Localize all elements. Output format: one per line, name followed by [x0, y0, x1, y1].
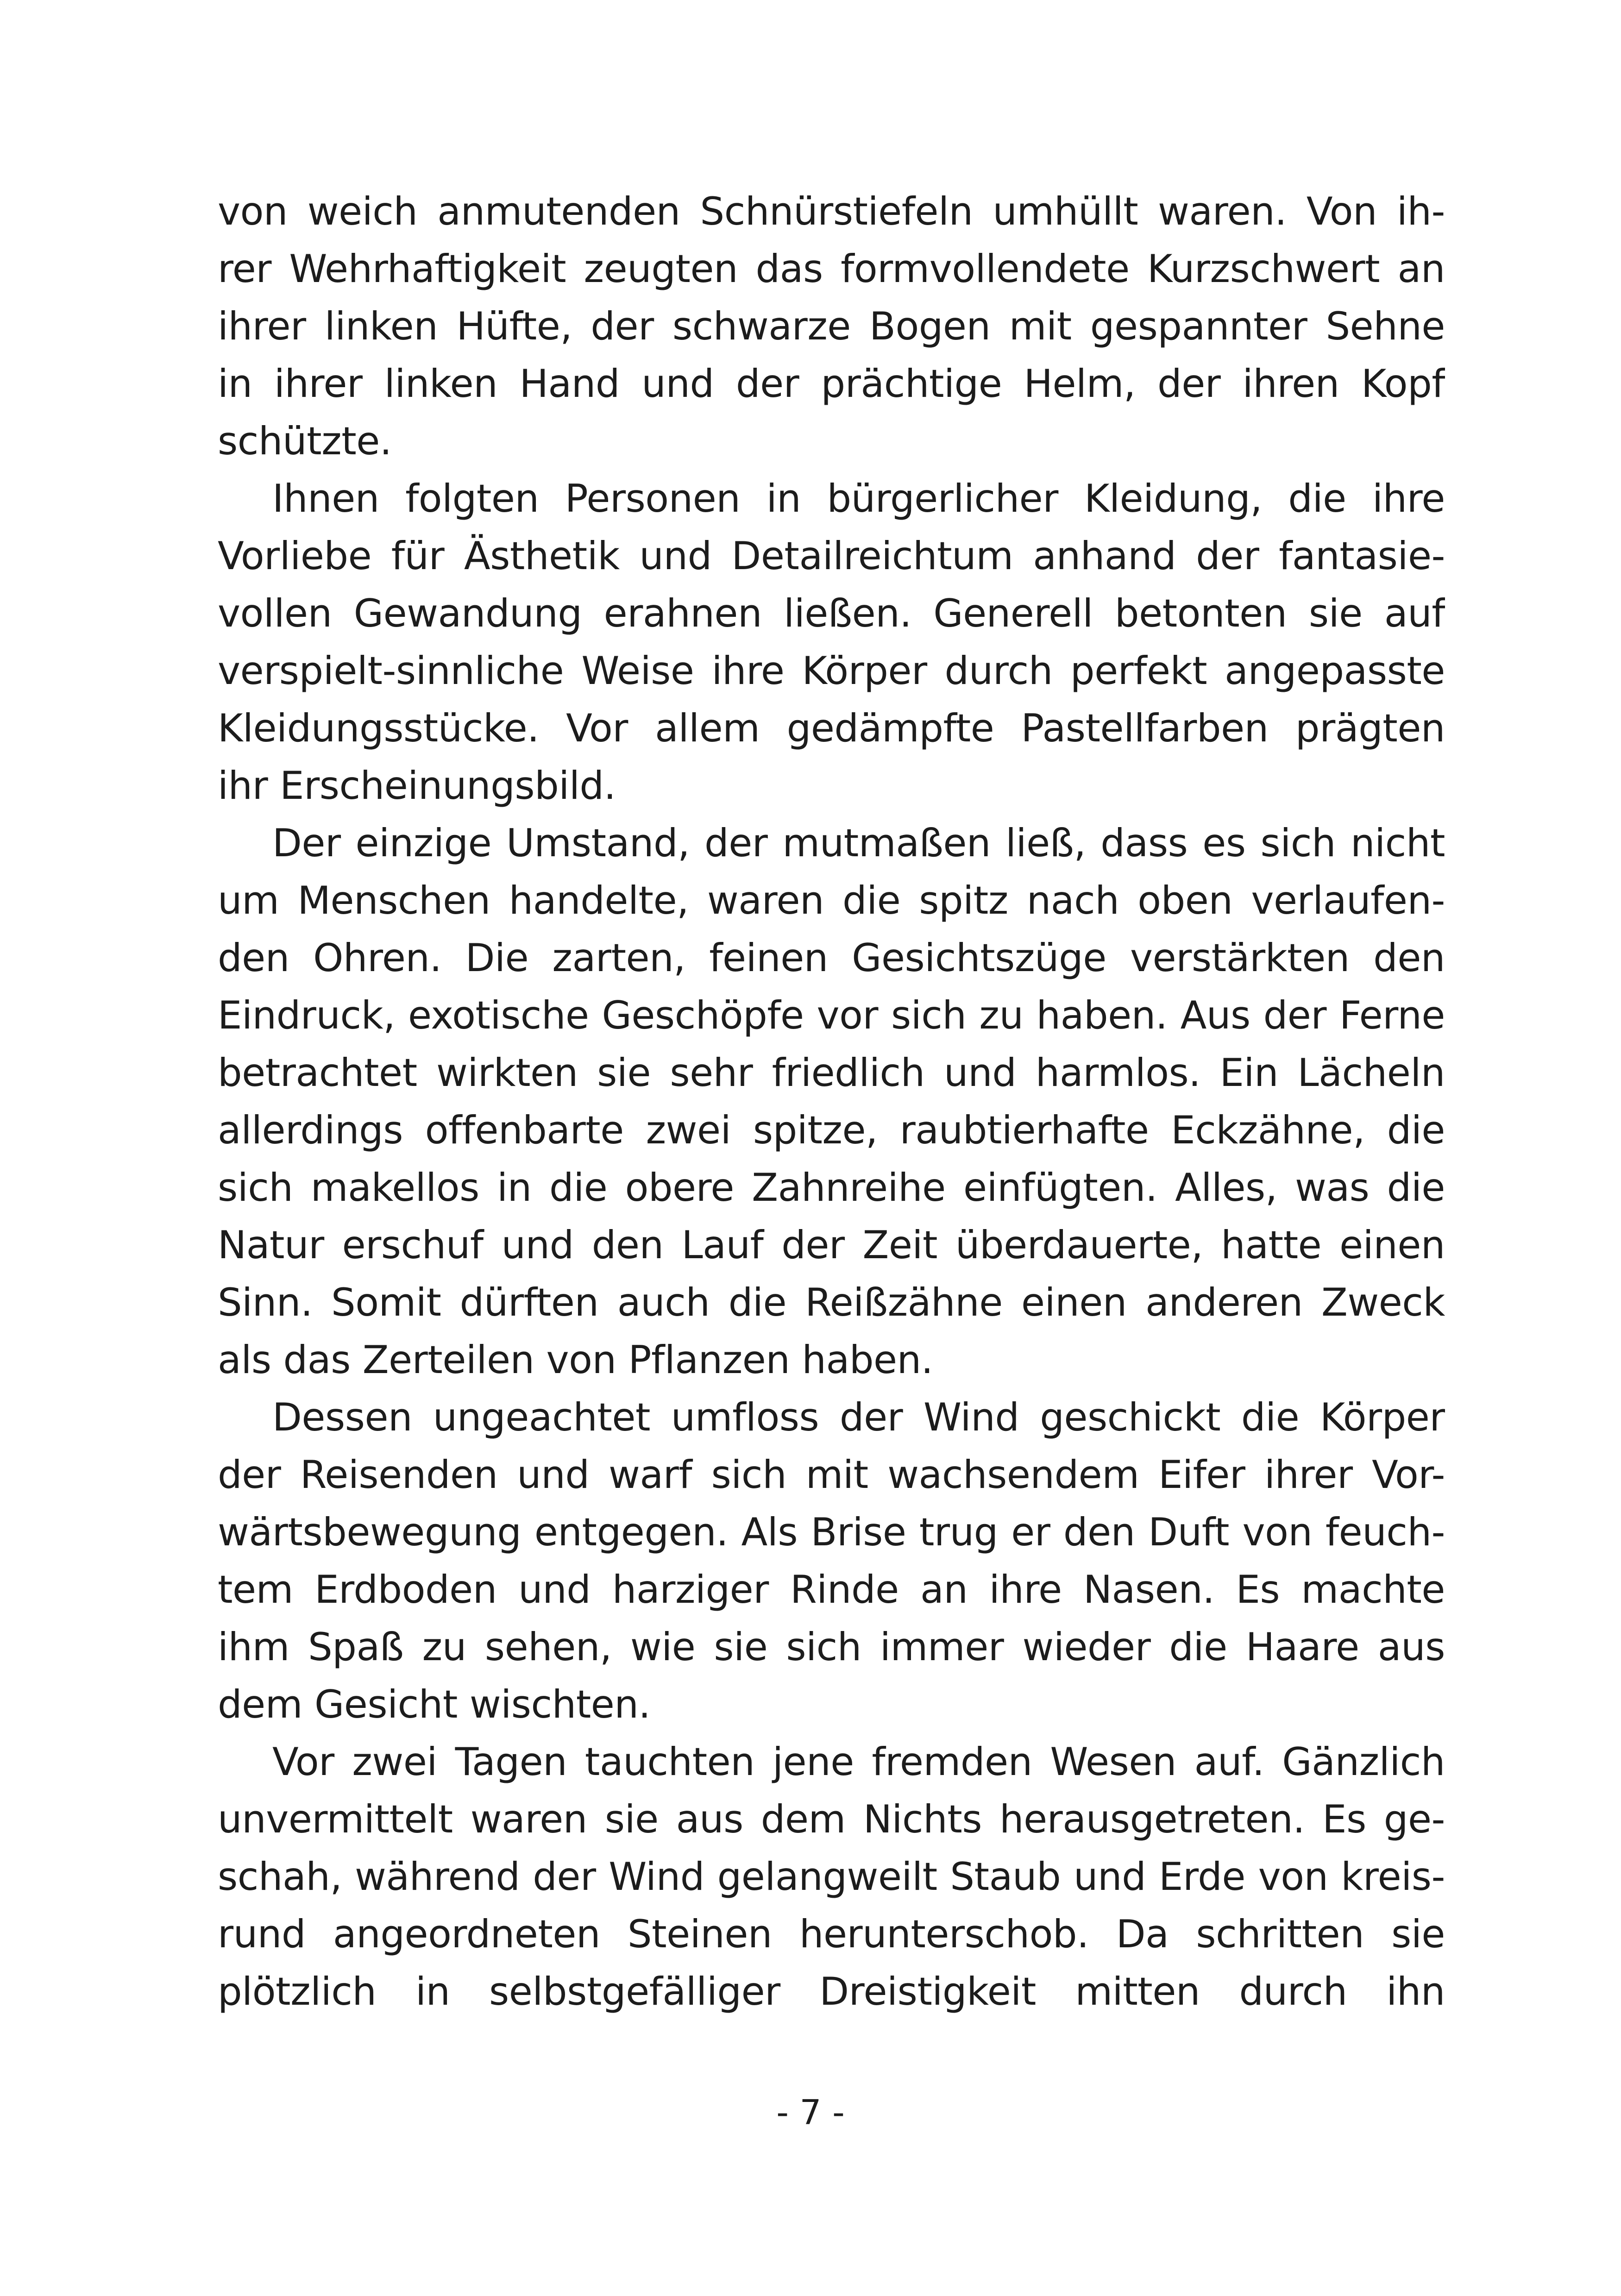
text-line: Natur erschuf und den Lauf der Zeit überdauerte, hatte einen: [218, 1223, 1445, 1267]
text-line: allerdings offenbarte zwei spitze, raubtierhafte Eckzähne, die: [218, 1108, 1445, 1153]
text-line: um Menschen handelte, waren die spitz nach oben verlaufen-: [218, 878, 1445, 923]
text-line: schah, während der Wind gelangweilt Staub und Erde von kreis-: [218, 1854, 1445, 1899]
text-line: rer Wehrhaftigkeit zeugten das formvollendete Kurzschwert an: [218, 246, 1445, 291]
page-number: - 7 -: [776, 2093, 845, 2133]
text-line: sich makellos in die obere Zahnreihe einfügten. Alles, was die: [218, 1165, 1445, 1210]
text-line: dem Gesicht wischten.: [218, 1682, 651, 1727]
text-line: rund angeordneten Steinen herunterschob. Da schritten sie: [218, 1912, 1445, 1957]
paragraph-first-line: Der einzige Umstand, der mutmaßen ließ, dass es sich nicht: [272, 821, 1445, 866]
text-line: plötzlich in selbstgefälliger Dreistigkeit mitten durch ihn: [218, 1969, 1445, 2014]
text-line: ihrer linken Hüfte, der schwarze Bogen mit gespannter Sehne: [218, 304, 1445, 349]
text-line: von weich anmutenden Schnürstiefeln umhüllt waren. Von ih-: [218, 189, 1445, 234]
paragraph-first-line: Ihnen folgten Personen in bürgerlicher Kleidung, die ihre: [272, 476, 1445, 521]
text-line: Vorliebe für Ästhetik und Detailreichtum anhand der fantasie-: [218, 533, 1445, 578]
text-line: wärtsbewegung entgegen. Als Brise trug er den Duft von feuch-: [218, 1510, 1445, 1555]
text-line: schützte.: [218, 419, 392, 464]
text-line: als das Zerteilen von Pflanzen haben.: [218, 1337, 933, 1382]
text-line: Eindruck, exotische Geschöpfe vor sich zu haben. Aus der Ferne: [218, 993, 1445, 1038]
text-line: tem Erdboden und harziger Rinde an ihre Nasen. Es machte: [218, 1567, 1445, 1612]
text-line: betrachtet wirkten sie sehr friedlich und harmlos. Ein Lächeln: [218, 1050, 1445, 1095]
text-line: Sinn. Somit dürften auch die Reißzähne einen anderen Zweck: [218, 1280, 1445, 1325]
body-text: [218, 183, 1445, 2020]
text-line: unvermittelt waren sie aus dem Nichts herausgetreten. Es ge-: [218, 1797, 1445, 1842]
text-line: verspielt-sinnliche Weise ihre Körper durch perfekt angepasste: [218, 648, 1445, 693]
text-line: vollen Gewandung erahnen ließen. Generell betonten sie auf: [218, 591, 1445, 636]
text-line: Kleidungsstücke. Vor allem gedämpfte Pastellfarben prägten: [218, 706, 1445, 751]
paragraph-first-line: Dessen ungeachtet umfloss der Wind geschickt die Körper: [272, 1395, 1445, 1440]
text-line: ihm Spaß zu sehen, wie sie sich immer wieder die Haare aus: [218, 1625, 1445, 1669]
paragraph-first-line: Vor zwei Tagen tauchten jene fremden Wesen auf. Gänzlich: [272, 1739, 1445, 1784]
text-line: der Reisenden und warf sich mit wachsendem Eifer ihrer Vor-: [218, 1452, 1445, 1497]
text-line: in ihrer linken Hand und der prächtige Helm, der ihren Kopf: [218, 361, 1445, 406]
text-line: ihr Erscheinungsbild.: [218, 763, 616, 808]
text-line: den Ohren. Die zarten, feinen Gesichtszüge verstärkten den: [218, 935, 1445, 980]
